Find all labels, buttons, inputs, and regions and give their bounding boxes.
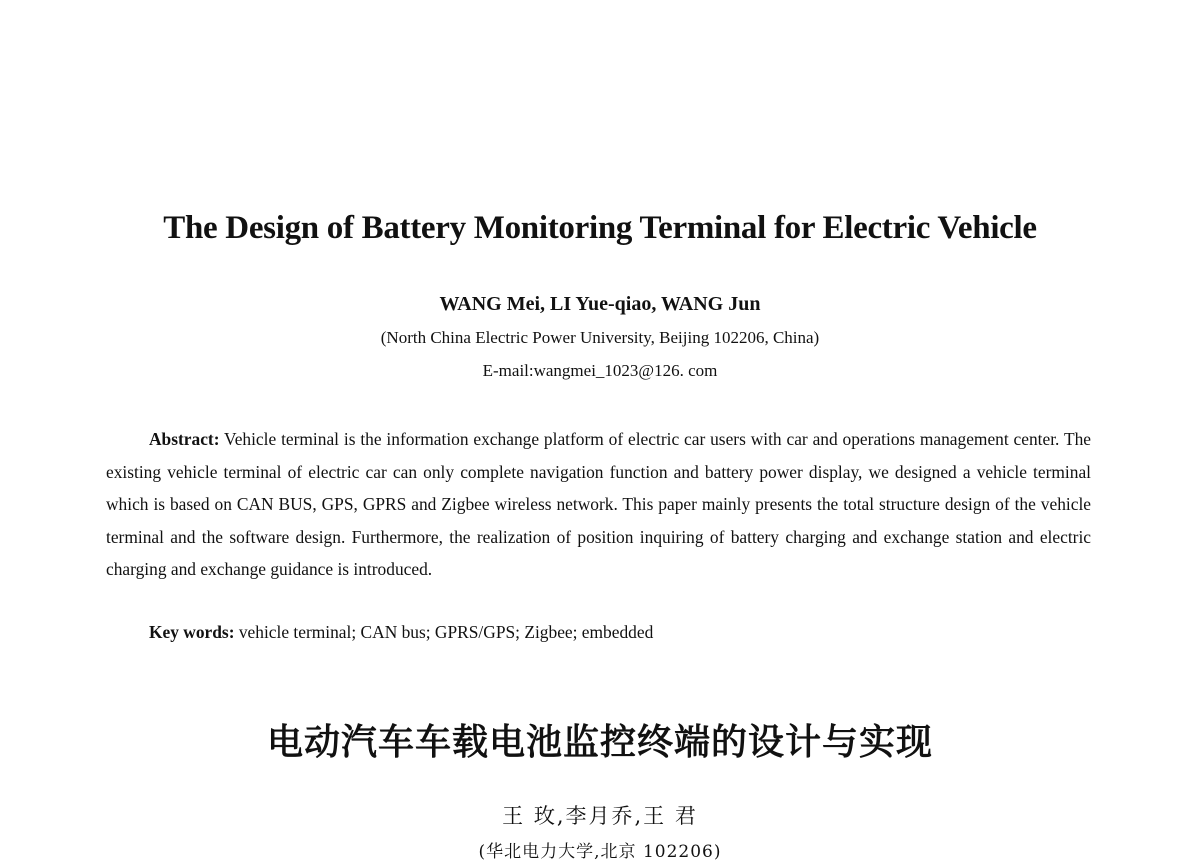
abstract-paragraph	[106, 423, 1091, 586]
english-authors: WANG Mei, LI Yue-qiao, WANG Jun	[439, 293, 761, 315]
chinese-affiliation: (华北电力大学,北京 102206)	[478, 842, 722, 862]
abstract-label: Abstract:	[149, 429, 220, 449]
english-affiliation: (North China Electric Power University, Beijing 102206, China)	[380, 328, 820, 347]
keywords-label: Key words:	[149, 622, 235, 642]
keywords-text: vehicle terminal; CAN bus; GPRS/GPS; Zigbee; embedded	[234, 622, 654, 642]
chinese-authors: 王 玫,李月乔,王 君	[502, 804, 698, 828]
author-email: E-mail:wangmei_1023@126. com	[482, 361, 718, 380]
chinese-title: 电动汽车车载电池监控终端的设计与实现	[266, 722, 933, 763]
abstract-text: Vehicle terminal is the information exchange platform of electric car users with car and operations management center. The existing vehicle terminal of electric car can only complete navigation function and battery power display, we designed a vehicle terminal which is based on CAN BUS, GPS, GPRS and Zigbee wireless network. This paper mainly presents the total structure design of the vehicle terminal and the software design. Furthermore, the realization of position inquiring of battery charging and exchange station and electric charging and exchange guidance is introduced.	[106, 429, 1091, 580]
english-title: The Design of Battery Monitoring Terminal for Electric Vehicle	[163, 210, 1037, 246]
keywords-line	[149, 620, 1091, 644]
